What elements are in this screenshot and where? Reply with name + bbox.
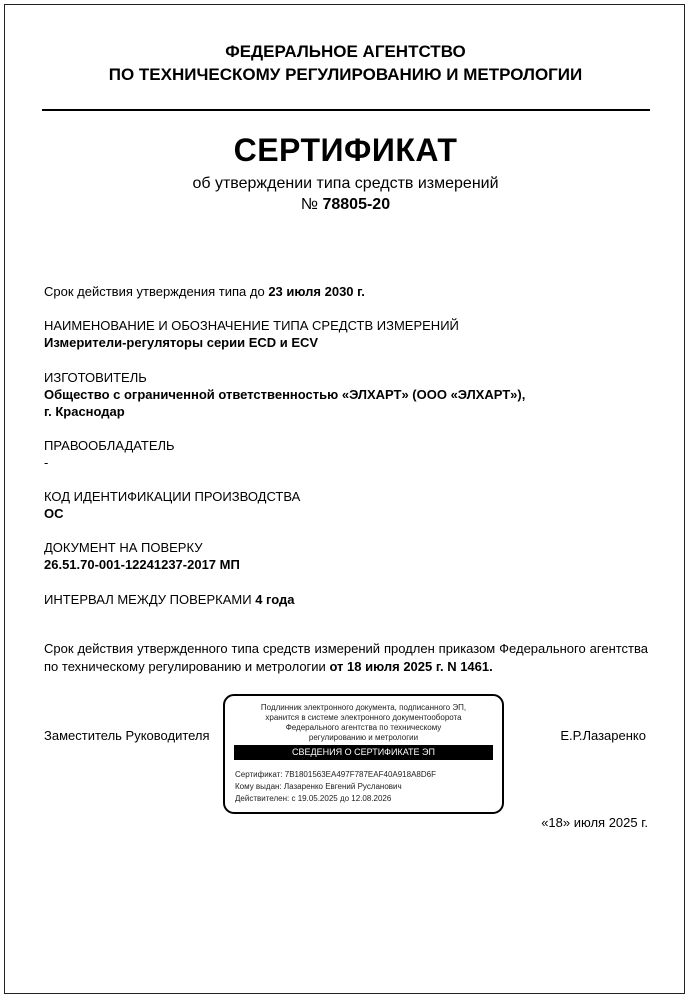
- validity-label: Срок действия утверждения типа до: [44, 284, 269, 299]
- type-name-label: НАИМЕНОВАНИЕ И ОБОЗНАЧЕНИЕ ТИПА СРЕДСТВ ИЗМЕРЕНИЙ: [44, 318, 459, 333]
- electronic-signature-stamp: [223, 694, 504, 814]
- stamp-band: СВЕДЕНИЯ О СЕРТИФИКАТЕ ЭП: [234, 745, 493, 760]
- extension-order: от 18 июля 2025 г. N 1461.: [329, 659, 493, 674]
- stamp-valid-label: Действителен:: [235, 794, 292, 803]
- signatory-name: Е.Р.Лазаренко: [560, 728, 646, 743]
- agency-name-line1: ФЕДЕРАЛЬНОЕ АГЕНТСТВО: [225, 42, 466, 61]
- certificate-number-prefix: №: [300, 196, 323, 213]
- stamp-text-line1: Подлинник электронного документа, подписанного ЭП,: [260, 703, 467, 712]
- agency-name-line2: ПО ТЕХНИЧЕСКОМУ РЕГУЛИРОВАНИЮ И МЕТРОЛОГИИ: [108, 65, 583, 84]
- stamp-certificate-label: Сертификат:: [235, 770, 285, 779]
- stamp-issued-label: Кому выдан:: [235, 782, 284, 791]
- signatory-position: Заместитель Руководителя: [44, 728, 210, 743]
- stamp-text-line3: Федерального агентства по техническому: [285, 723, 442, 732]
- validity-row: [44, 283, 365, 300]
- stamp-certificate-row: [235, 769, 436, 780]
- header-divider: [42, 109, 650, 111]
- extension-paragraph: [44, 640, 648, 676]
- stamp-certificate-value: 7B1801563EA497F787EAF40A918A8D6F: [284, 770, 436, 779]
- certificate-subtitle: об утверждении типа средств измерений: [192, 175, 499, 192]
- certificate-title: СЕРТИФИКАТ: [233, 132, 458, 168]
- stamp-text-line4: регулированию и метрологии: [308, 733, 419, 742]
- validity-value: 23 июля 2030 г.: [268, 284, 365, 299]
- manufacturer-value-line1: Общество с ограниченной ответственностью «ЭЛХАРТ» (ООО «ЭЛХАРТ»),: [44, 387, 526, 402]
- manufacturer-label: ИЗГОТОВИТЕЛЬ: [44, 370, 147, 385]
- stamp-valid-value: с 19.05.2025 до 12.08.2026: [291, 794, 392, 803]
- signing-date: «18» июля 2025 г.: [541, 815, 648, 830]
- verification-doc-label: ДОКУМЕНТ НА ПОВЕРКУ: [44, 540, 203, 555]
- production-code-value: ОС: [44, 506, 64, 521]
- manufacturer-value-line2: г. Краснодар: [44, 404, 125, 419]
- stamp-issued-value: Лазаренко Евгений Русланович: [283, 782, 402, 791]
- production-code-label: КОД ИДЕНТИФИКАЦИИ ПРОИЗВОДСТВА: [44, 489, 301, 504]
- certificate-number-value: 78805-20: [322, 196, 391, 213]
- extension-text: Срок действия утвержденного типа средств измерений продлен приказом Федерального агентства по техническому регулированию и метрологии: [44, 641, 648, 674]
- interval-label: ИНТЕРВАЛ МЕЖДУ ПОВЕРКАМИ: [44, 592, 256, 607]
- stamp-issued-row: [235, 781, 402, 792]
- certificate-number: [0, 195, 691, 215]
- stamp-valid-row: [235, 793, 391, 804]
- rights-holder-value: -: [44, 455, 49, 470]
- type-name-value: Измерители-регуляторы серии ECD и ECV: [44, 335, 319, 350]
- verification-doc-value: 26.51.70-001-12241237-2017 МП: [44, 557, 240, 572]
- interval-row: [44, 591, 295, 608]
- interval-value: 4 года: [255, 592, 295, 607]
- rights-holder-label: ПРАВООБЛАДАТЕЛЬ: [44, 438, 175, 453]
- stamp-text-line2: хранится в системе электронного документооборота: [265, 713, 462, 722]
